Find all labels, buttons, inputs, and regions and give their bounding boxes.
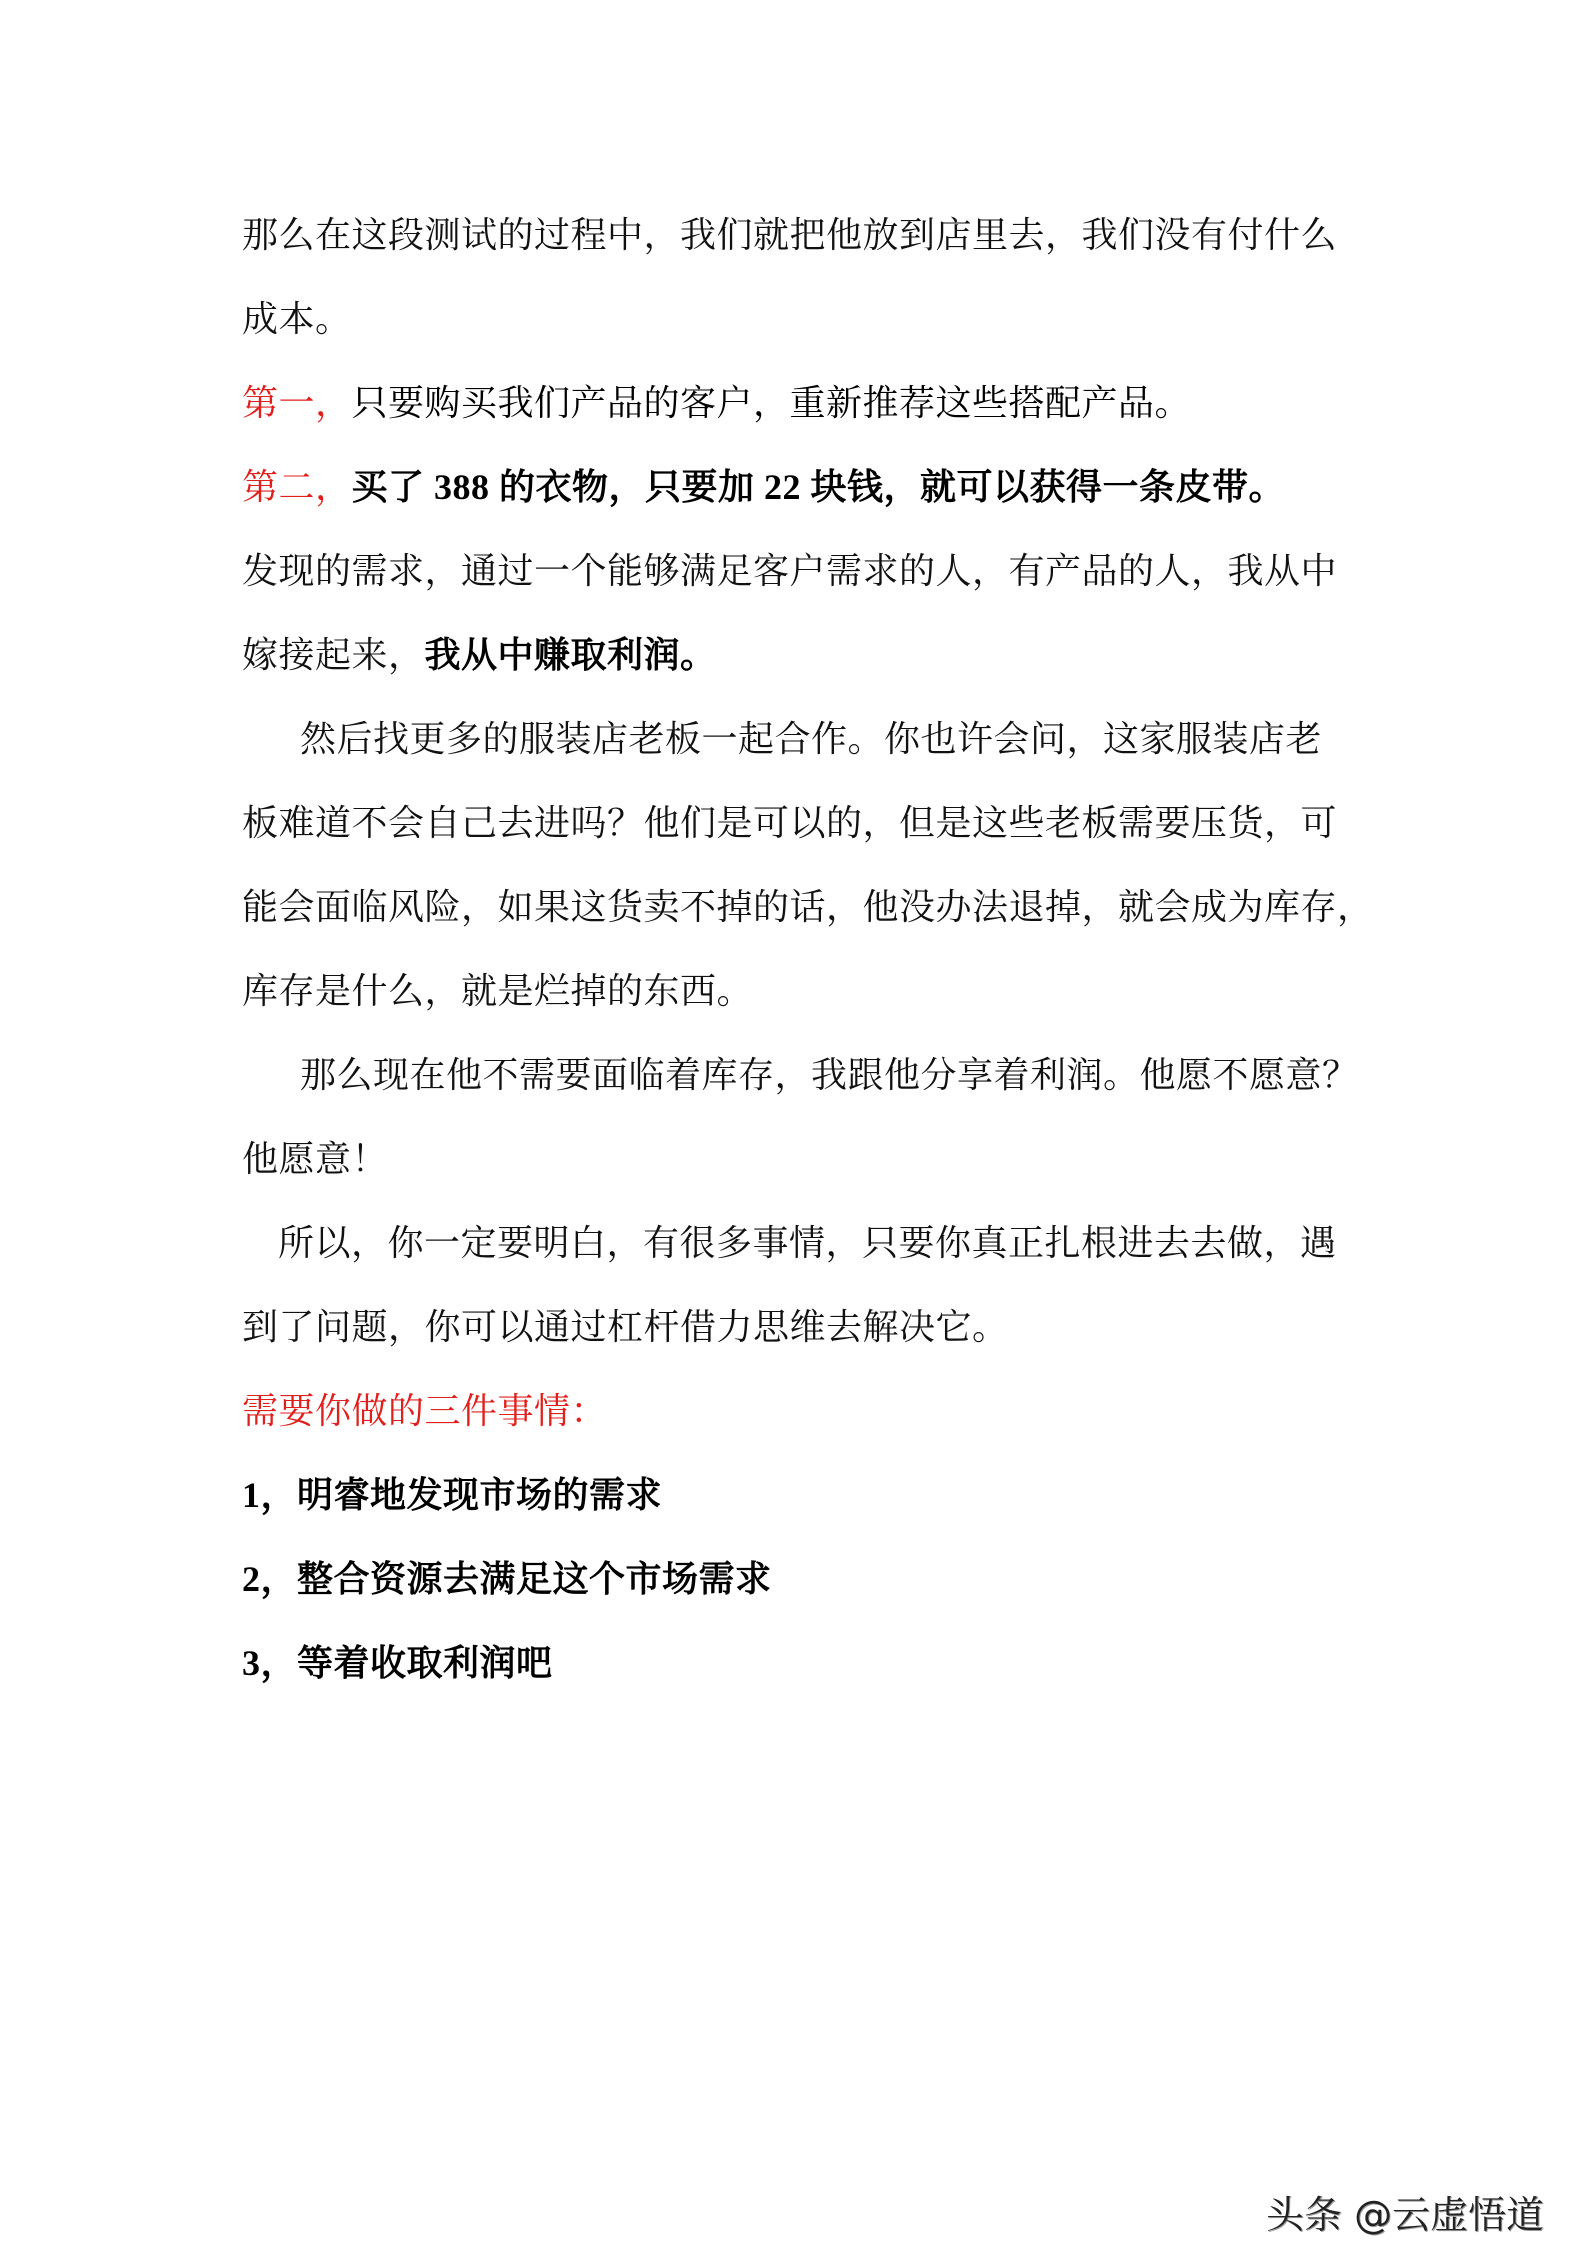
- point-one: [242, 381, 1191, 425]
- text-line: 板难道不会自己去进吗？他们是可以的，但是这些老板需要压货，可: [242, 803, 1338, 843]
- text-line: 那么现在他不需要面临着库存，我跟他分享着利润。他愿不愿意？: [300, 1055, 1359, 1095]
- text-span: 嫁接起来，: [242, 635, 425, 675]
- text-line: 到了问题，你可以通过杠杆借力思维去解决它。: [242, 1307, 1009, 1347]
- text-line: 成本。: [242, 299, 352, 339]
- point-text: 只要购买我们产品的客户，重新推荐这些搭配产品。: [351, 383, 1192, 423]
- task-item: 3，等着收取利润吧: [242, 1643, 553, 1683]
- text-line: 然后找更多的服装店老板一起合作。你也许会问，这家服装店老: [300, 719, 1323, 759]
- text-line: 所以，你一定要明白，有很多事情，只要你真正扎根进去去做，遇: [278, 1223, 1337, 1263]
- text-line: 发现的需求，通过一个能够满足客户需求的人，有产品的人，我从中: [242, 551, 1338, 591]
- point-label: 第一，: [242, 383, 352, 423]
- point-label: 第二，: [242, 467, 352, 507]
- watermark: 头条 @云虚悟道: [1266, 2193, 1545, 2237]
- text-line: 那么在这段测试的过程中，我们就把他放到店里去，我们没有付什么: [242, 215, 1338, 255]
- point-two: [242, 465, 1285, 509]
- task-item: 2，整合资源去满足这个市场需求: [242, 1559, 772, 1599]
- point-text: 买了 388 的衣物，只要加 22 块钱，就可以获得一条皮带。: [351, 467, 1286, 507]
- text-line: 能会面临风险，如果这货卖不掉的话，他没办法退掉，就会成为库存，: [242, 887, 1374, 927]
- text-line: 库存是什么，就是烂掉的东西。: [242, 971, 754, 1011]
- text-line: [242, 633, 717, 677]
- bold-text-span: 我从中赚取利润。: [424, 635, 717, 675]
- task-item: 1，明睿地发现市场的需求: [242, 1475, 663, 1515]
- tasks-heading: 需要你做的三件事情：: [242, 1391, 608, 1431]
- text-line: 他愿意！: [242, 1139, 389, 1179]
